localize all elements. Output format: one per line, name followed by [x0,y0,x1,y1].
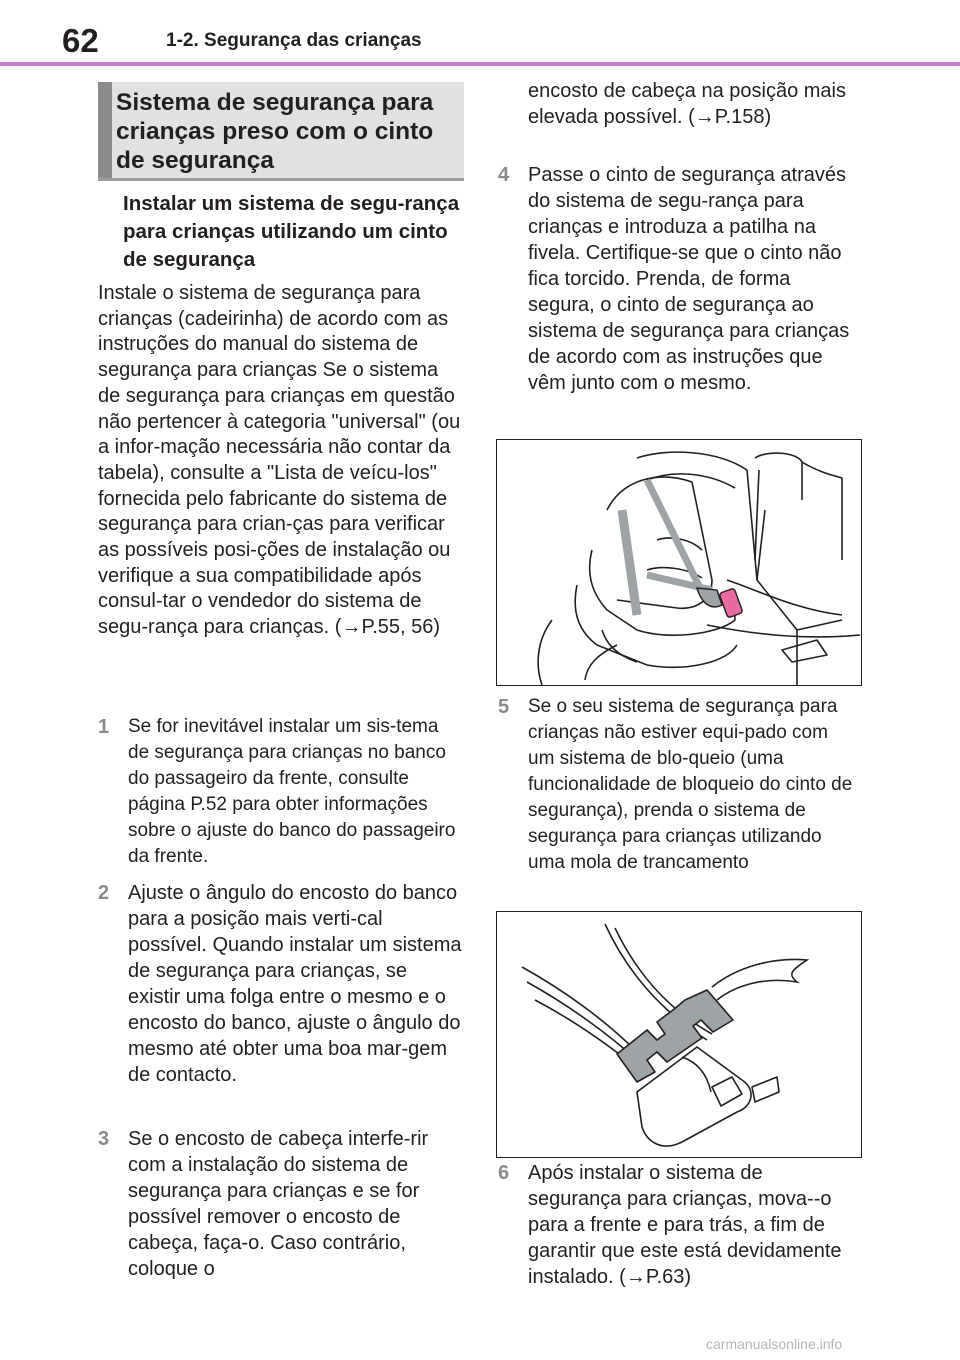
step-text: Se o seu sistema de segurança para crianças não estiver equi-pado com um sistema de blo-queio (uma funcionalidade de bloqueio do cinto de segurança), prenda o sistema de segurança para crianças utilizando uma mola de trancamento [528,696,853,873]
step-5 [498,694,858,876]
locking-clip-drawing [497,912,861,1157]
section-title: 1-2. Segurança das crianças [166,30,422,51]
step-number: 2 [98,882,110,904]
child-seat-illustration [496,439,862,686]
step-4 [498,162,858,396]
locking-clip-illustration [496,911,862,1158]
page-number: 62 [62,22,99,59]
step-1 [98,714,464,870]
intro-paragraph: Instale o sistema de segurança para crianças (cadeirinha) de acordo com as instruções do manual do sistema de segurança para crianças Se o sistema de segurança para crianças em questão não pertencer à categoria "universal" (ou a infor-mação necessária não contar da tabela), consulte a "Lista de veícu-los" fornecida pelo fabricante do sistema de segurança para crian-ças para verificar as possíveis posi-ções de instalação ou verifique a sua compatibilidade após consul-tar o vendedor do sistema de segu-rança para crianças. (→P.55, 56) [98,282,461,639]
step-number: 1 [98,716,110,738]
step-text: Se for inevitável instalar um sis-tema de segurança para crianças no banco do passageiro da frente, consulte página P.52 para obter informações sobre o ajuste do banco do passageiro da frente. [128,716,456,867]
section-title-box [98,82,464,181]
step-text: Passe o cinto de segurança através do sistema de segu-rança para crianças e introduza a patilha na fivela. Certifique-se que o cinto não fica torcido. Prenda, de forma segura, o cinto de segurança ao sistema de segurança para crianças de acordo com as instruções que vêm junto com o mesmo. [528,164,850,394]
step-text: Ajuste o ângulo do encosto do banco para a posição mais verti-cal possível. Quando instalar um sistema de segurança para crianças, se existir uma folga entre o mesmo e o encosto do banco, ajuste o ângulo do mesmo até obter uma boa mar-gem de contacto. [128,882,462,1086]
header-divider [0,62,960,66]
step-3-continuation: encosto de cabeça na posição mais elevada possível. (→P.158) [528,80,846,128]
subheading: Instalar um sistema de segu-rança para crianças utilizando um cinto de segurança [123,192,460,271]
step-3 [98,1126,464,1282]
step-number: 6 [498,1162,510,1184]
step-number: 3 [98,1128,110,1150]
section-heading: Sistema de segurança para crianças preso com o cinto de segurança [116,89,434,174]
step-number: 5 [498,696,510,718]
step-2 [98,880,464,1088]
step-number: 4 [498,164,510,186]
step-text: Após instalar o sistema de segurança para crianças, mova--o para a frente e para trás, a fim de garantir que este está devidamente instalado. (→P.63) [528,1162,842,1288]
step-6 [498,1160,858,1290]
watermark: carmanualsonline.info [706,1336,843,1352]
step-text: Se o encosto de cabeça interfe-rir com a instalação do sistema de segurança para crianças e se for possível remover o encosto de cabeça, faça-o. Caso contrário, coloque o [128,1128,429,1280]
title-accent-bar [98,82,112,178]
child-seat-drawing [497,440,861,685]
